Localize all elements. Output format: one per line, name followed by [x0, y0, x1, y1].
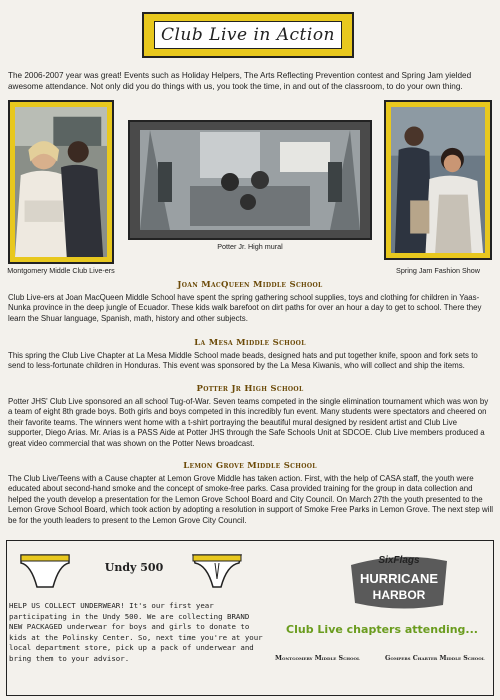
text-joan-macqueen: Club Live-ers at Joan MacQueen Middle School have spent the spring gathering school supplies, toys and clothing for children in Yaas-Nunka province in the deep jungle of Ecuador. These kids walk barefoot on dirt paths for over an hour a day to get to school. There they learn the Shuar language, Spanish, math, history and other subjects.: [8, 293, 482, 323]
page-title: Club Live in Action: [154, 21, 342, 49]
attending-heading: Club Live chapters attending...: [286, 623, 478, 636]
photo-spring-jam-image: [391, 107, 485, 253]
text-lemon-grove: The Club Live/Teens with a Cause chapter at Lemon Grove Middle has taken action. First, with the help of CASA staff, the youth were educated about second-hand smoke and the concept of smoke-free parks. Casa provided training for the group in data collection and helped the youth develop a presentation for the Lemon Grove School Board and City Council. On March 27th the youth presented to the Lemon Grove School Board, which took action by adopting a resolution in support of Smoke Free Parks in Lemon Grove. The next step will be for the youth leaders to present to the Lemon Grove City Council.: [8, 474, 493, 525]
logo-six-flags-text: SixFlags: [378, 555, 420, 566]
attending-school-montgomery: Montgomery Middle School: [275, 655, 360, 662]
photo-mural: [128, 120, 372, 240]
logo-hurricane-text: HURRICANE: [360, 571, 438, 586]
attending-school-gompers: Gompers Charter Middle School: [385, 655, 485, 662]
six-flags-hurricane-harbor-logo: [347, 549, 451, 613]
heading-potter: Potter Jr High School: [196, 384, 304, 394]
caption-spring-jam: Spring Jam Fashion Show: [396, 266, 480, 275]
photo-montgomery-image: [15, 107, 107, 257]
title-banner: [142, 12, 354, 58]
text-la-mesa: This spring the Club Live Chapter at La Mesa Middle School made beads, designed hats and put together knife, spoon and fork sets to send to less-fortunate children in Honduras. This event was sponsored by the La Mesa Kiwanis, who will collect and ship the items.: [8, 351, 478, 371]
text-potter: Potter JHS' Club Live sponsored an all school Tug-of-War. Seven teams competed in the single elimination tournament which was won by a team of eight 8th grade boys. Both girls and boys competed in this incredibly fun event. Many students were spectators and cheered on their favorite teams. The winners went home with a t-shirt portraying the beautiful mural designed by resident artist and Club Live supporter, Diego Arias. Mr. Arias is a PASS Aide at Potter JHS through the Safe Schools Unit at SDCOE. Club Live members produced a great video commercial that was shown on the Potter News broadcast.: [8, 397, 489, 448]
caption-montgomery: Montgomery Middle Club Live-ers: [7, 266, 115, 275]
bottom-panel: [6, 540, 494, 696]
underwear-icon: [19, 551, 71, 589]
caption-mural: Potter Jr. High mural: [217, 242, 283, 251]
logo-graphic: [347, 549, 451, 613]
heading-joan-macqueen: Joan MacQueen Middle School: [177, 280, 323, 290]
heading-lemon-grove: Lemon Grove Middle School: [183, 461, 317, 471]
undy-text: HELP US COLLECT UNDERWEAR! It's our first year participating in the Undy 500. We are collecting BRAND NEW PACKAGED underwear for boys and girls to donate to kids at the Polinsky Center. So, next time you're at your local department store, pick up a pack of underwear and bring them to your advisor.: [9, 601, 263, 663]
undy-title: Undy 500: [104, 561, 164, 574]
briefs-icon: [191, 551, 243, 589]
heading-la-mesa: La Mesa Middle School: [194, 338, 306, 348]
photo-mural-image: [130, 122, 370, 238]
logo-harbor-text: HARBOR: [372, 588, 426, 602]
photo-spring-jam: [384, 100, 492, 260]
intro-paragraph: The 2006-2007 year was great! Events such as Holiday Helpers, The Arts Reflecting Prevention contest and Spring Jam yielded awesome attendance. Not only did you do things with us, you took the time, in and out of the classroom, to do your own thing.: [8, 71, 472, 91]
photo-montgomery: [8, 100, 114, 264]
